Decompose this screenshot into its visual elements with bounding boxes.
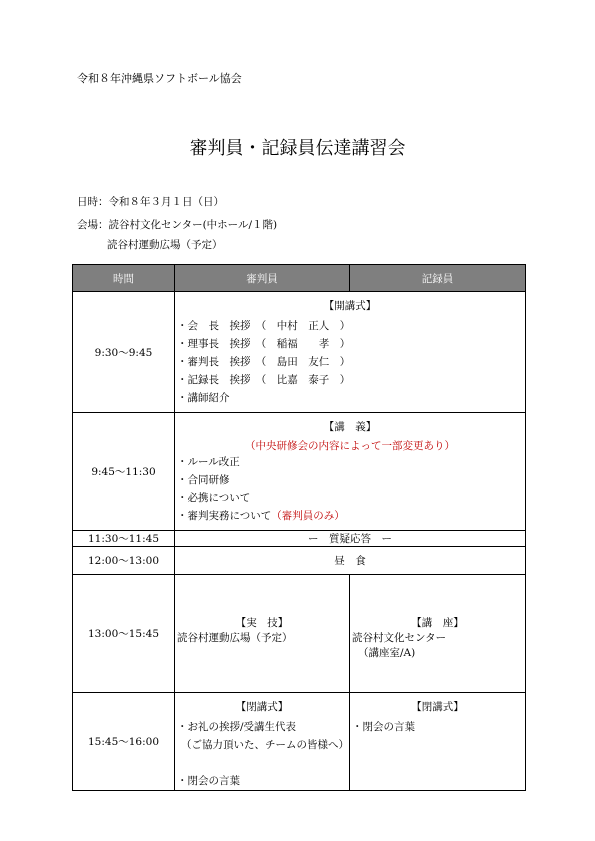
event-date: 日時：令和８年３月１日（日） <box>77 196 224 208</box>
recorder-lecture-cell <box>350 575 526 693</box>
closing-heading: 【閉講式】 <box>235 701 289 713</box>
header-recorder: 記録員 <box>350 265 526 292</box>
event-venue-secondary: 読谷村運動広場（予定） <box>107 239 223 251</box>
course-room: （講座室/A) <box>358 647 416 659</box>
lunch-cell: 昼 食 <box>175 547 526 575</box>
list-item: ・閉会の言葉 <box>352 721 415 733</box>
list-item: ・記録長 挨拶 （ 比嘉 泰子 ） <box>177 374 351 386</box>
opening-heading: 【開講式】 <box>323 300 377 312</box>
time-cell: 9:45～11:30 <box>73 413 175 531</box>
opening-ceremony-cell <box>175 292 526 413</box>
time-cell: 11:30～11:45 <box>73 531 175 547</box>
list-item: ・講師紹介 <box>177 392 230 404</box>
table-row-opening <box>73 292 526 413</box>
table-row-lunch <box>73 547 526 575</box>
lecture-heading: 【講 義】 <box>323 421 377 433</box>
time-cell: 15:45～16:00 <box>73 693 175 791</box>
practice-location: 読谷村運動広場（予定） <box>177 632 293 644</box>
organization-name: 令和８年沖縄県ソフトボール協会 <box>77 72 242 85</box>
header-umpire: 審判員 <box>175 265 350 292</box>
list-item: ・会 長 挨拶 （ 中村 正人 ） <box>177 320 351 332</box>
umpire-closing-cell <box>175 693 350 791</box>
umpire-only-note: （審判員のみ） <box>271 510 345 522</box>
list-item-sub: （ご協力頂いた、チームの皆様へ） <box>181 739 349 751</box>
event-venue: 会場：読谷村文化センター(中ホール/１階) <box>77 219 278 231</box>
closing-heading: 【閉講式】 <box>411 701 464 713</box>
recorder-closing-cell <box>350 693 526 791</box>
time-cell: 13:00～15:45 <box>73 575 175 693</box>
list-item <box>177 507 525 525</box>
table-header-row <box>73 265 526 292</box>
list-item: ・ルール改正 <box>177 456 240 468</box>
course-location: 読谷村文化センター <box>352 632 447 644</box>
table-row-practice <box>73 575 526 693</box>
list-item: ・合同研修 <box>177 474 230 486</box>
lecture-note: （中央研修会の内容によって一部変更あり） <box>245 440 455 452</box>
lecture-cell <box>175 413 526 531</box>
umpire-practice-cell <box>175 575 350 693</box>
schedule-table <box>72 264 526 791</box>
header-time: 時間 <box>73 265 175 292</box>
list-item: ・閉会の言葉 <box>177 775 240 787</box>
time-cell: 12:00～13:00 <box>73 547 175 575</box>
list-item: ・審判長 挨拶 （ 島田 友仁 ） <box>177 356 351 368</box>
list-item: ・必携について <box>177 492 251 504</box>
page-title: 審判員・記録員伝達講習会 <box>189 138 406 159</box>
table-row-qa <box>73 531 526 547</box>
practice-heading: 【実 技】 <box>235 617 289 629</box>
list-item: ・お礼の挨拶/受講生代表 <box>177 721 297 733</box>
course-heading: 【講 座】 <box>411 617 464 629</box>
table-row-lecture <box>73 413 526 531</box>
list-item-label: ・審判実務について <box>177 510 272 522</box>
table-row-closing <box>73 693 526 791</box>
time-cell: 9:30～9:45 <box>73 292 175 413</box>
qa-cell: ー 質疑応答 ー <box>175 531 526 547</box>
list-item: ・理事長 挨拶 （ 稲福 孝 ） <box>177 338 351 350</box>
